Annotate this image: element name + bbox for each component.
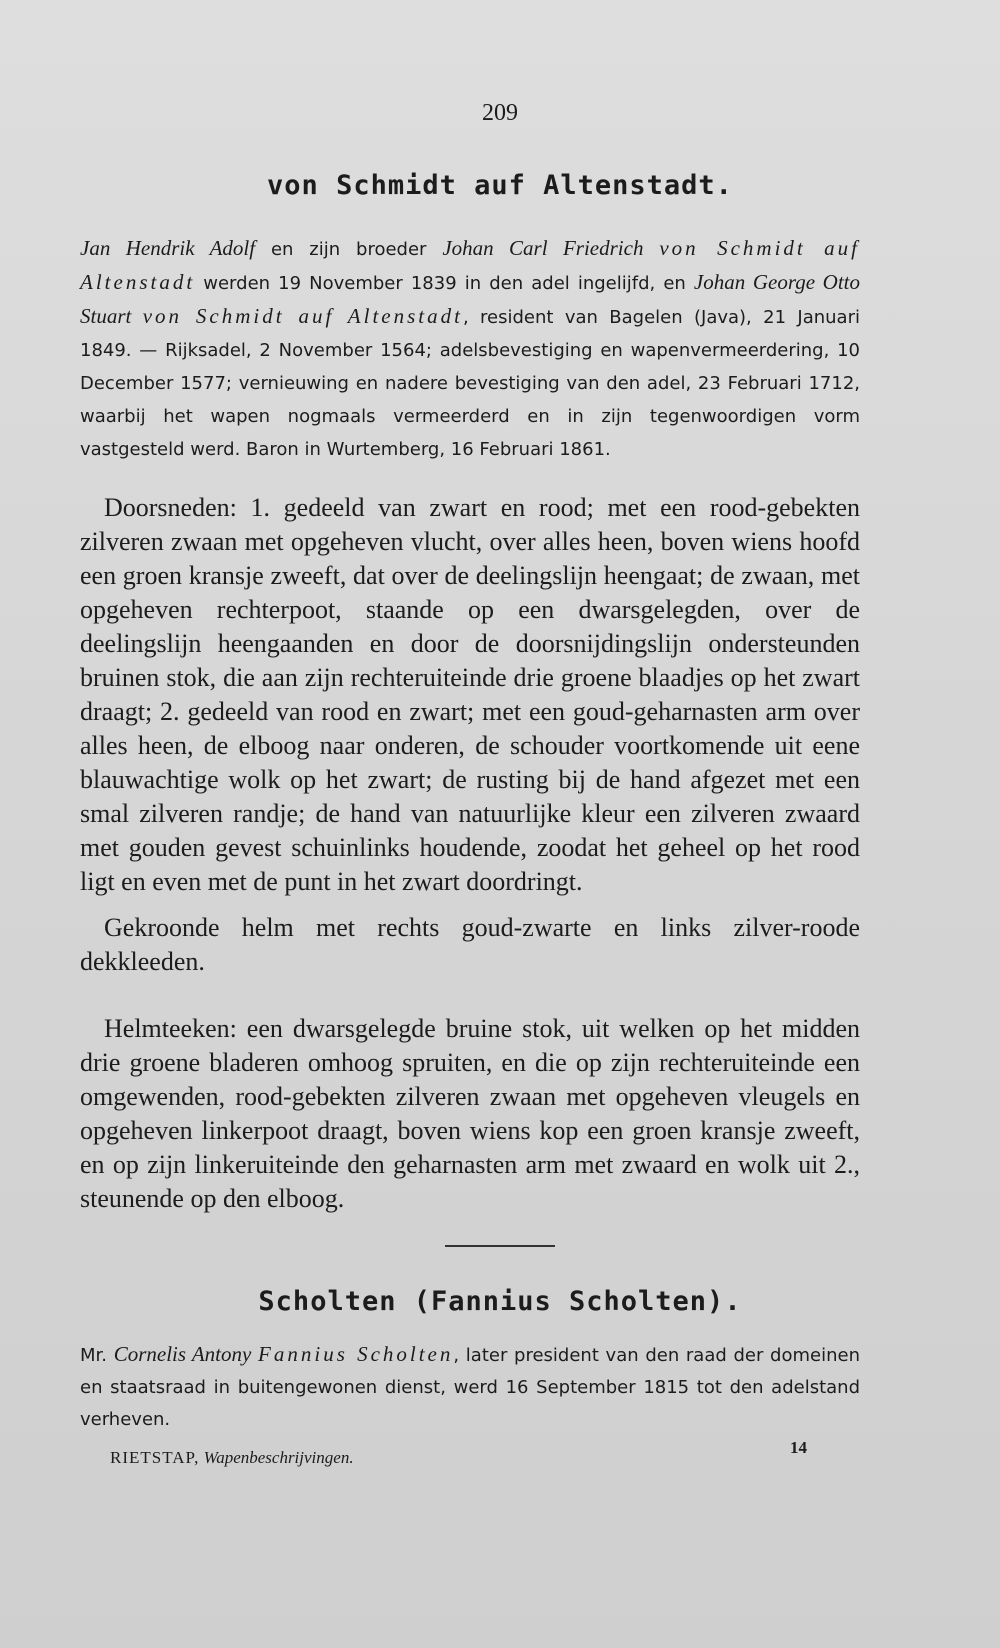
page-number: 209 [482,100,518,126]
footer-author: RIETSTAP, [110,1448,200,1467]
footer-title: Wapenbeschrijvingen. [203,1448,354,1467]
section-intro [80,232,860,466]
person-name: Cornelis Antony [113,1342,252,1366]
signature-mark: 14 [790,1438,807,1457]
family-name: Fannius Scholten [258,1342,454,1366]
section-intro [80,1338,860,1436]
helm-description: Gekroonde helm met rechts goud-zwarte en links zilver-roode dekkleeden. [80,913,860,976]
intro-text: Mr. [80,1345,114,1366]
person-name: Johan George Otto Stuart [80,270,860,328]
family-name: von Schmidt auf Altenstadt [142,304,463,328]
section-heading: Scholten (Fannius Scholten). [258,1286,742,1317]
section-divider [445,1245,555,1247]
intro-text: , later president van den raad der domeinen en staatsraad in buitengewonen dienst, werd 16 September 1815 tot den adelstand verheven. [80,1345,860,1430]
person-name: Jan Hendrik Adolf [80,236,256,260]
person-name: Johan Carl Friedrich [442,236,644,260]
family-name: von Schmidt auf Altenstadt [80,236,860,294]
footer-source [110,1448,354,1468]
crest-description: Helmteeken: een dwarsgelegde bruine stok, uit welken op het midden drie groene bladeren omhoog spruiten, en die op zijn rechteruiteinde een omgewenden, rood-gebekten zilveren zwaan met opgeheven vleugels en opgeheven linkerpoot draagt, boven wiens kop een groen kransje zweeft, en op zijn linkeruiteinde den geharnasten arm met zwaard en wolk uit 2., steunende op den elboog. [80,1014,860,1213]
intro-text: werden 19 November 1839 in den adel ingelijfd, en [195,273,694,294]
intro-text: , resident van Bagelen (Java), 21 Januari 1849. — Rijksadel, 2 November 1564; adelsbevestiging en wapenvermeerdering, 10 December 1577; vernieuwing en nadere bevestiging van den adel, 23 Februari 1712, waarbij het wapen nogmaals vermeerderd en in zijn tegenwoordigen vorm vastgesteld werd. Baron in Wurtemberg, 16 Februari 1861. [80,307,860,460]
section-heading: von Schmidt auf Altenstadt. [267,170,733,201]
arms-description: Doorsneden: 1. gedeeld van zwart en rood; met een rood-gebekten zilveren zwaan met opgeheven vlucht, over alles heen, boven wiens hoofd een groen kransje zweeft, dat over de deelingslijn heengaat; de zwaan, met opgeheven rechterpoot, staande op een dwarsgelegden, over de deelingslijn heengaanden en door de doorsnijdingslijn ondersteunden bruinen stok, die aan zijn rechteruiteinde drie groene blaadjes op het zwart draagt; 2. gedeeld van rood en zwart; met een goud-geharnasten arm over alles heen, de elboog naar onderen, de schouder voortkomende uit eene blauwachtige wolk op het zwart; de rusting bij de hand afgezet met een smal zilveren randje; de hand van natuurlijke kleur een zilveren zwaard met gouden gevest schuinlinks houdende, zoodat het geheel op het rood ligt en even met de punt in het zwart doordringt. [80,493,860,896]
intro-text: en zijn broeder [255,239,443,260]
